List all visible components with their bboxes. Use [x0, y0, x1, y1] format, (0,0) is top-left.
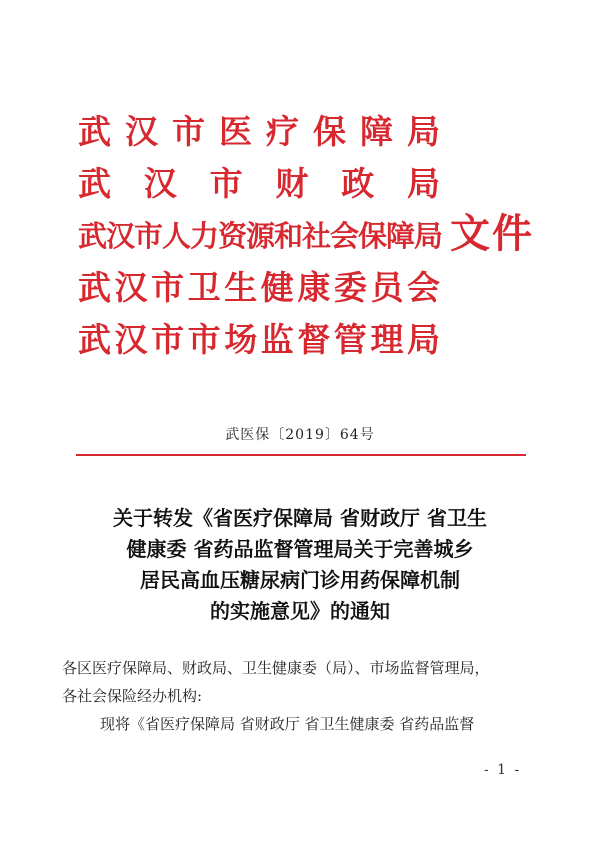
document-number: 武医保〔2019〕64号	[225, 427, 375, 443]
issuing-agencies	[78, 106, 443, 366]
issuer-finance-bureau: 武汉市财政局	[78, 164, 440, 203]
page-number: - 1 -	[484, 762, 522, 778]
addressee	[62, 654, 542, 710]
addressee-line: 各区医疗保障局、财政局、卫生健康委（局）、市场监督管理局，	[62, 659, 490, 677]
issuer-medical-security-bureau: 武汉市医疗保障局	[78, 112, 440, 151]
title-line: 的实施意见》的通知	[210, 599, 390, 623]
issuer-health-commission: 武汉市卫生健康委员会	[78, 268, 440, 307]
title-line: 居民高血压糖尿病门诊用药保障机制	[140, 568, 460, 592]
body-paragraph: 现将《省医疗保障局 省财政厅 省卫生健康委 省药品监督	[100, 715, 475, 733]
title-line: 健康委 省药品监督管理局关于完善城乡	[126, 537, 474, 561]
document-word: 文件	[450, 210, 534, 257]
title-line: 关于转发《省医疗保障局 省财政厅 省卫生	[113, 506, 487, 530]
document-title	[80, 503, 520, 627]
addressee-line: 各社会保险经办机构:	[62, 687, 203, 705]
issuer-market-supervision-bureau: 武汉市市场监督管理局	[78, 320, 440, 359]
red-divider	[76, 454, 526, 456]
issuer-human-resources-bureau: 武汉市人力资源和社会保障局	[78, 219, 443, 253]
